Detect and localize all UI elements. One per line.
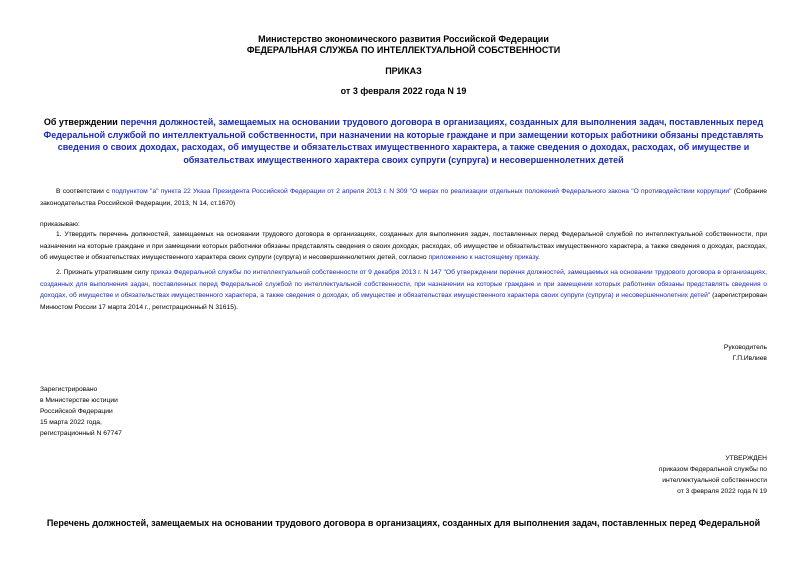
item-1-text-2: .: [538, 254, 540, 261]
approval-block: [659, 453, 767, 497]
appendix-link[interactable]: приложению к настоящему приказу: [428, 254, 538, 261]
signer-name: Г.П.Ивлиев: [732, 355, 767, 362]
preamble-text-1: В соответствии с: [56, 188, 112, 195]
registration-line: Зарегистрировано: [40, 386, 98, 393]
item-2-paragraph: [40, 267, 767, 313]
approval-line: приказом Федеральной службы по: [658, 466, 767, 473]
service-name: ФЕДЕРАЛЬНАЯ СЛУЖБА ПО ИНТЕЛЛЕКТУАЛЬНОЙ СОБСТВЕННОСТИ: [246, 45, 561, 55]
document-date: от 3 февраля 2022 года N 19: [340, 86, 467, 96]
registration-line: 15 марта 2022 года,: [40, 419, 102, 426]
signer-position: Руководитель: [723, 344, 767, 351]
registration-line: регистрационный N 67747: [40, 430, 122, 437]
approval-line: УТВЕРЖДЕН: [725, 455, 767, 462]
repealed-order-link[interactable]: приказ Федеральной службы по интеллектуальной собственности от 9 декабря 2013 г. N 147 "Об утверждении перечня должностей, замещаемых на основании трудового договора в организациях, созданных для выполнения задач, поставленных перед Федеральной службой по интеллектуальной собственности, при назначении на которые граждане и при замещении которых работники обязаны представлять сведения о доходах, об имуществе и обязательствах имущественного характера, а также сведения о доходах, об имуществе и обязательствах имущественного характера своих супруги (супруга) и несовершеннолетних детей": [40, 269, 767, 299]
title-link[interactable]: перечня должностей, замещаемых на основании трудового договора в организациях, созданных для выполнения задач, поставленных перед Федеральной службой по интеллектуальной собственности, при назначении на которые граждане и при замещении которых работники обязаны представлять сведения о своих доходах, расходах, об имуществе и обязательствах имущественного характера, а также сведения о доходах, расходах, об имуществе и обязательствах имущественного характера своих супруги (супруга) и несовершеннолетних детей: [43, 117, 764, 165]
approval-line: интеллектуальной собственности: [662, 477, 767, 484]
decree-link[interactable]: подпунктом "а" пункта 22 Указа Президента Российской Федерации от 2 апреля 2013 г. N 309 "О мерах по реализации отдельных положений Федерального закона "О противодействии коррупции": [111, 188, 732, 195]
registration-line: в Министерстве юстиции: [40, 397, 118, 404]
preamble-paragraph: [40, 186, 767, 209]
preamble-text-2: (Собрание законодательства Российской Федерации, 2013, N 14, ст.1670): [40, 188, 767, 207]
signature-block: [724, 342, 767, 364]
item-2-text-1: 2. Признать утратившим силу: [56, 269, 151, 276]
item-1-paragraph: [40, 229, 767, 264]
registration-line: Российской Федерации: [40, 408, 113, 415]
title-prefix: Об утверждении: [43, 117, 121, 127]
item-1-text-1: 1. Утвердить перечень должностей, замещаемых на основании трудового договора в организациях, созданных для выполнения задач, поставленных перед Федеральной службой по интеллектуальной собственности, при назначении на которые граждане и при замещении которых работники обязаны представлять сведения о своих доходах, расходах, об имуществе и обязательствах имущественного характера, а также сведения о доходах, расходах, об имуществе и обязательствах имущественного характера своих супруги (супруга) и несовершеннолетних детей, согласно: [40, 231, 767, 261]
document-type: ПРИКАЗ: [385, 66, 422, 76]
item-2-text-2: (зарегистрирован Минюстом России 17 марта 2014 г., регистрационный N 31615).: [40, 292, 767, 311]
appendix-title: Перечень должностей, замещаемых на основании трудового договора в организациях, созданных для выполнения задач, поставленных перед Федеральной: [46, 518, 761, 528]
registration-block: [40, 384, 122, 439]
order-word: приказываю:: [40, 221, 80, 228]
document-title: [40, 116, 767, 166]
approval-line: от 3 февраля 2022 года N 19: [677, 488, 767, 495]
ministry-name: Министерство экономического развития Российской Федерации: [258, 34, 549, 44]
